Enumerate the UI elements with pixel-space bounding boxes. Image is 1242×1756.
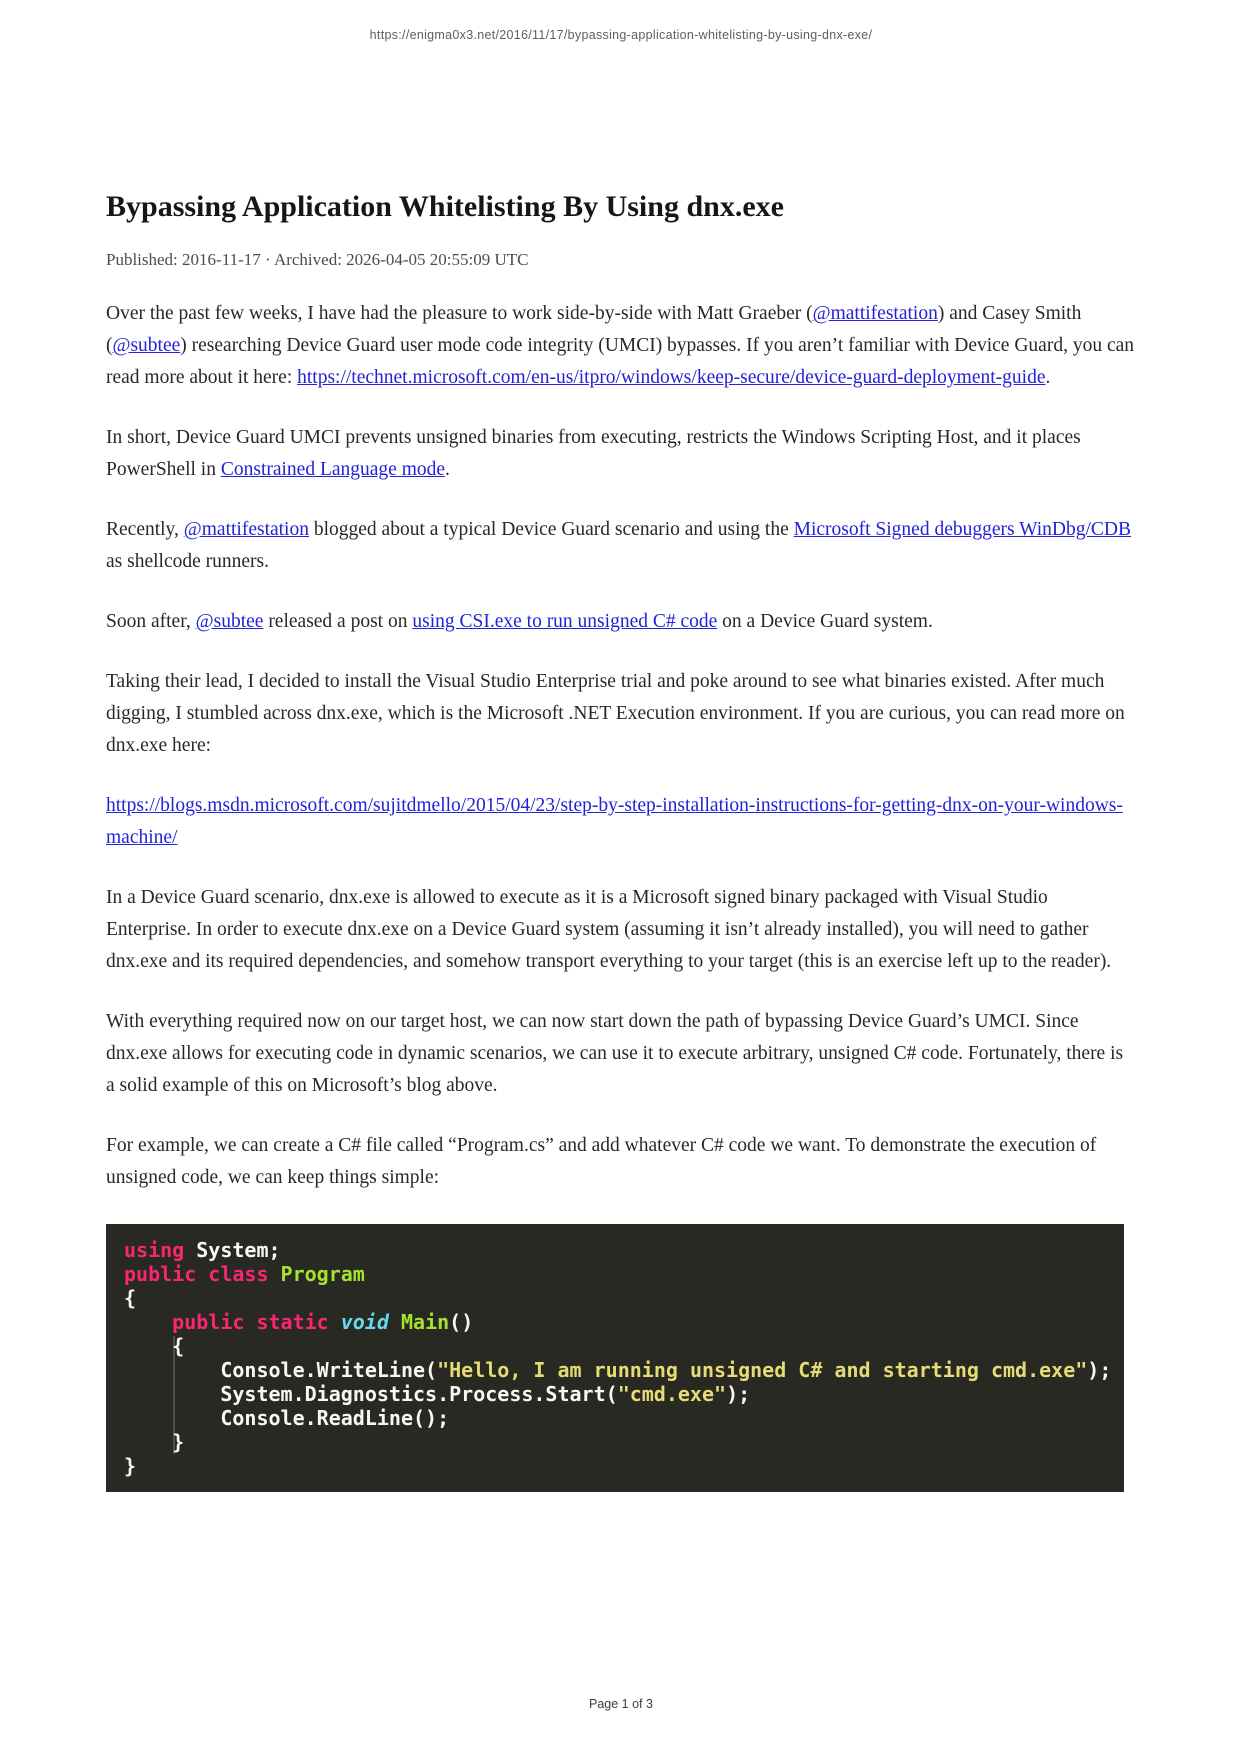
- paragraph-text: In a Device Guard scenario, dnx.exe is allowed to execute as it is a Microsoft signed binary packaged with Visual Studio Enterprise. In order to execute dnx.exe on a Device Guard system (assuming it isn’t already installed), you will need to gather dnx.exe and its required dependencies, and somehow transport everything to your target (this is an exercise left up to the reader).: [106, 887, 1112, 972]
- code-token: Console.ReadLine();: [124, 1406, 450, 1430]
- article-paragraph: [106, 1006, 1136, 1102]
- article-meta: Published: 2016-11-17 · Archived: 2026-04-05 20:55:09 UTC: [106, 250, 529, 269]
- inline-link[interactable]: @mattifestation: [183, 519, 309, 540]
- code-token: );: [726, 1382, 751, 1406]
- code-token: {: [124, 1334, 185, 1358]
- article-paragraph: [106, 666, 1136, 762]
- code-token: void: [340, 1310, 389, 1334]
- code-token: "Hello, I am running unsigned C# and starting cmd.exe": [437, 1358, 1088, 1382]
- paragraph-text: For example, we can create a C# file called “Program.cs” and add whatever C# code we want. To demonstrate the execution of unsigned code, we can keep things simple:: [106, 1135, 1097, 1188]
- paragraph-text: With everything required now on our target host, we can now start down the path of bypassing Device Guard’s UMCI. Since dnx.exe allows for executing code in dynamic scenarios, we can use it to execute arbitrary, unsigned C# code. Fortunately, there is a solid example of this on Microsoft’s blog above.: [106, 1011, 1124, 1096]
- article-paragraph: [106, 514, 1136, 578]
- code-token: }: [124, 1454, 137, 1478]
- code-token: );: [1087, 1358, 1112, 1382]
- code-token: [269, 1262, 281, 1286]
- code-token: [389, 1310, 401, 1334]
- code-token: (): [449, 1310, 474, 1334]
- article: [106, 190, 1136, 1492]
- code-block: [106, 1224, 1124, 1492]
- inline-link[interactable]: https://technet.microsoft.com/en-us/itpro/windows/keep-secure/device-guard-deployment-guide: [297, 367, 1046, 388]
- article-paragraph: [106, 298, 1136, 394]
- article-body: [106, 298, 1136, 1194]
- paragraph-text: blogged about a typical Device Guard scenario and using the: [308, 519, 794, 540]
- code-token: Main: [400, 1310, 450, 1334]
- code-token: public static: [172, 1310, 329, 1334]
- paragraph-text: on a Device Guard system.: [717, 611, 933, 632]
- paragraph-text: Soon after,: [106, 611, 196, 632]
- paragraph-text: .: [445, 459, 450, 480]
- archive-url: https://enigma0x3.net/2016/11/17/bypassing-application-whitelisting-by-using-dnx-exe/: [369, 28, 873, 42]
- code-token: Console.WriteLine(: [124, 1358, 438, 1382]
- paragraph-text: .: [1045, 367, 1051, 388]
- inline-link[interactable]: using CSI.exe to run unsigned C# code: [412, 611, 718, 632]
- code-token: [329, 1310, 341, 1334]
- inline-link[interactable]: @subtee: [195, 611, 264, 632]
- code-token: "cmd.exe": [617, 1382, 727, 1406]
- paragraph-text: as shellcode runners.: [106, 551, 269, 572]
- paragraph-text: In short, Device Guard UMCI prevents unsigned binaries from executing, restricts the Windows Scripting Host, and it places PowerShell in: [106, 427, 1081, 480]
- paragraph-text: ) and Casey Smith (: [106, 303, 1082, 356]
- page-title: Bypassing Application Whitelisting By Using dnx.exe: [106, 190, 784, 223]
- article-paragraph: [106, 422, 1136, 486]
- indent-guide: [173, 1336, 175, 1454]
- article-paragraph: [106, 1130, 1136, 1194]
- paragraph-text: ) researching Device Guard user mode code integrity (UMCI) bypasses. If you aren’t familiar with Device Guard, you can read more about it here:: [106, 335, 1135, 388]
- article-paragraph: [106, 790, 1136, 854]
- paragraph-text: Recently,: [106, 519, 184, 540]
- paragraph-text: released a post on: [263, 611, 413, 632]
- code-lines: [124, 1238, 1111, 1478]
- inline-link[interactable]: Microsoft Signed debuggers WinDbg/CDB: [793, 519, 1131, 540]
- code-token: System;: [184, 1238, 281, 1262]
- paragraph-text: Taking their lead, I decided to install the Visual Studio Enterprise trial and poke around to see what binaries existed. After much digging, I stumbled across dnx.exe, which is the Microsoft .NET Execution environment. If you are curious, you can read more on dnx.exe here:: [106, 671, 1125, 756]
- code-token: System.Diagnostics.Process.Start(: [124, 1382, 618, 1406]
- article-paragraph: [106, 882, 1136, 978]
- inline-link[interactable]: Constrained Language mode: [220, 459, 446, 480]
- article-paragraph: [106, 606, 1136, 638]
- code-token: public class: [124, 1262, 269, 1286]
- code-token: using: [124, 1238, 185, 1262]
- paragraph-text: Over the past few weeks, I have had the pleasure to work side-by-side with Matt Graeber (: [106, 303, 813, 324]
- code-token: [124, 1310, 172, 1334]
- inline-link[interactable]: @mattifestation: [812, 303, 938, 324]
- inline-link[interactable]: https://blogs.msdn.microsoft.com/sujitdmello/2015/04/23/step-by-step-installation-instructions-for-getting-dnx-on-your-windows-machine/: [106, 795, 1123, 848]
- code-token: Program: [280, 1262, 365, 1286]
- code-token: {: [124, 1286, 137, 1310]
- page-number: Page 1 of 3: [589, 1697, 653, 1711]
- code-token: }: [124, 1430, 185, 1454]
- inline-link[interactable]: @subtee: [112, 335, 181, 356]
